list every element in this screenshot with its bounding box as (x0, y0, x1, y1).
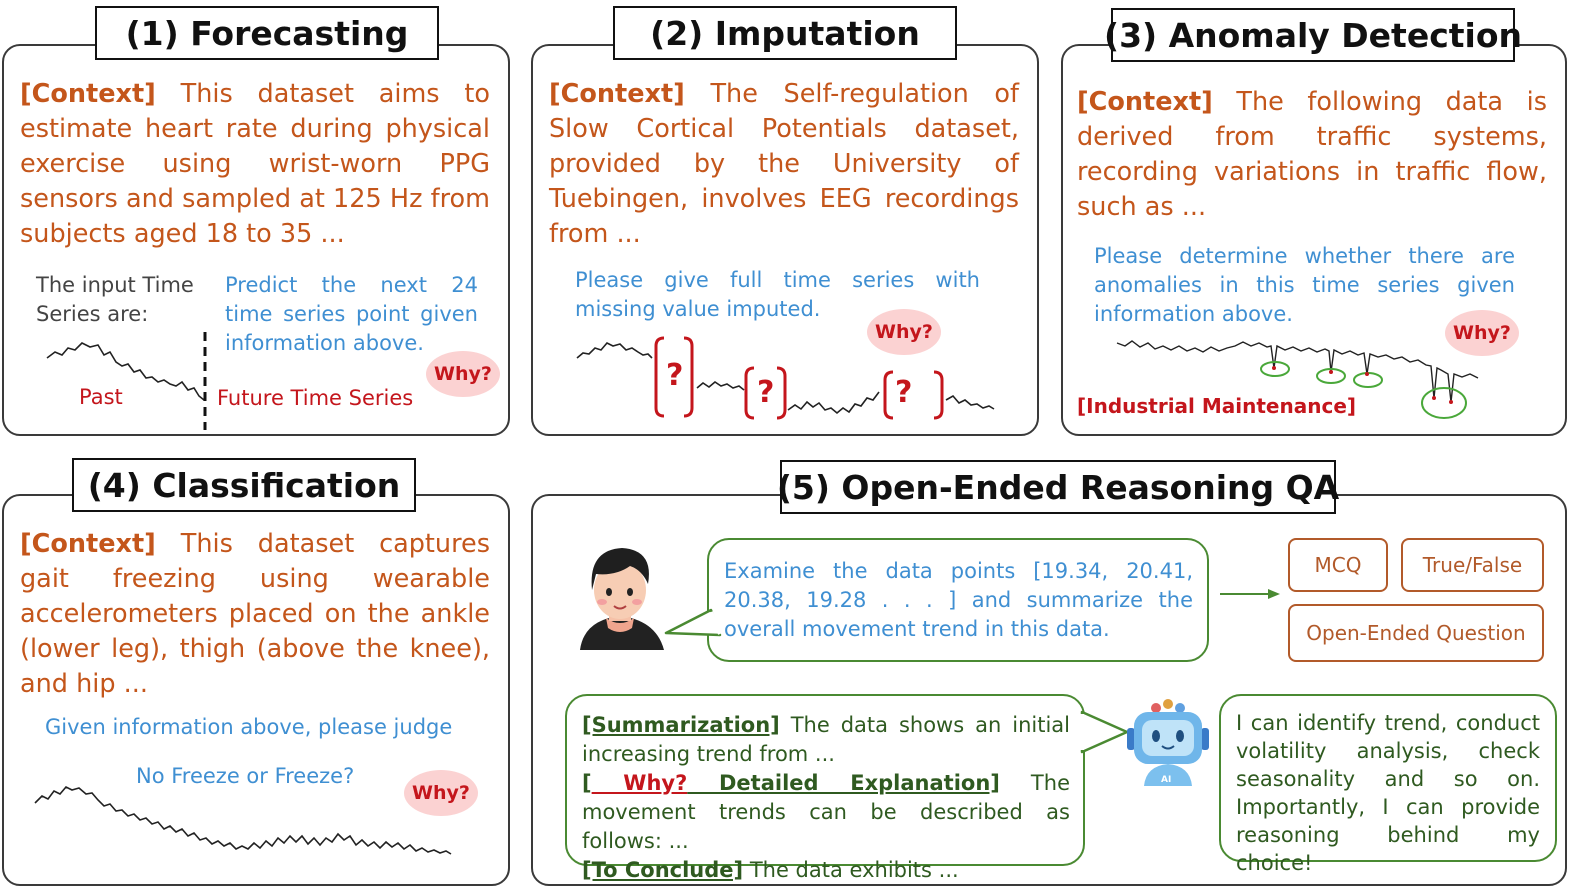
missing-mark: ? (666, 358, 684, 393)
context-text: This dataset captures gait freezing using wearable accelerometers placed on the ankle (lower leg), thigh (above the knee), and hip ... (20, 529, 490, 699)
context-tag: [Context] (1077, 87, 1213, 117)
forecasting-prompt: Predict the next 24 time series point given information above. (225, 273, 478, 355)
context-text: The Self-regulation of Slow Cortical Potentials dataset, provided by the University of Tuebingen, involves EEG recordings from ... (549, 79, 1019, 249)
classification-title: (4) Classification (72, 458, 416, 512)
forecasting-title: (1) Forecasting (95, 6, 439, 60)
context-text: The following data is derived from traffic systems, recording variations in traffic flow, such as ... (1077, 87, 1547, 222)
option-mcq: MCQ (1288, 538, 1388, 592)
anomaly-series-line (1117, 341, 1478, 402)
answer-bubble-tail (1082, 712, 1127, 752)
missing-bracket (656, 338, 942, 418)
anomaly-points (1272, 366, 1453, 404)
imputation-title: (2) Imputation (613, 6, 957, 60)
why-text: The movement trends can be described as follows: ... (582, 771, 1070, 853)
context-tag: [Context] (20, 529, 156, 559)
why-badge: Why? (1445, 310, 1519, 356)
conclude-tag: [To Conclude] (582, 858, 744, 882)
user-avatar (580, 548, 664, 650)
summarization-text: The data shows an initial increasing trend from ... (582, 713, 1070, 766)
robot-label: AI (1161, 775, 1172, 785)
future-label: Future Time Series (217, 386, 414, 410)
imputation-series-line (577, 343, 652, 358)
missing-mark: ? (757, 375, 775, 410)
why-tag-word: Why? (591, 771, 688, 795)
context-tag: [Context] (20, 79, 156, 109)
classification-prompt: Given information above, please judge (45, 715, 453, 739)
anomaly-title: (3) Anomaly Detection (1111, 8, 1515, 62)
anomaly-prompt: Please determine whether there are anomalies in this time series given information above. (1094, 244, 1515, 326)
capability-text: I can identify trend, conduct volatility analysis, check seasonality and so on. Importantly, I can provide reasoning behind my choice! (1236, 711, 1540, 875)
conclude-text: The data exhibits ... (743, 858, 959, 882)
imputation-prompt: Please give full time series with missing value imputed. (575, 268, 980, 321)
robot-icon (1127, 699, 1209, 786)
imputation-series-line (788, 392, 879, 413)
summarization-tag: [Summarization] (582, 713, 780, 737)
domain-label: [Industrial Maintenance] (1077, 394, 1357, 418)
context-tag: [Context] (549, 79, 685, 109)
classification-question: No Freeze or Freeze? (136, 764, 355, 788)
forecasting-input-label: The input Time Series are: (36, 273, 194, 326)
user-question: Examine the data points [19.34, 20.41, 20.38, 19.28 . . . ] and summarize the overall movement trend in this data. (724, 559, 1193, 641)
why-tag-open: [ (582, 771, 592, 795)
imputation-series-line (946, 396, 994, 409)
past-series-line (47, 343, 204, 400)
qa-title: (5) Open-Ended Reasoning QA (780, 460, 1336, 514)
why-badge: Why? (404, 770, 478, 816)
why-badge: Why? (867, 309, 941, 355)
context-text: This dataset aims to estimate heart rate during physical exercise using wrist-worn PPG sensors and sampled at 125 Hz from subjects aged 18 to 35 ... (20, 79, 490, 249)
missing-mark: ? (895, 375, 913, 410)
past-label: Past (79, 385, 123, 409)
anomaly-markers (1261, 362, 1466, 418)
option-open-ended: Open-Ended Question (1288, 604, 1544, 662)
why-badge: Why? (426, 351, 500, 397)
option-true-false: True/False (1401, 538, 1544, 592)
arrow-head (1268, 589, 1280, 599)
why-tag-rest: Detailed Explanation] (687, 771, 1000, 795)
imputation-series-line (697, 382, 744, 390)
classification-series-line (35, 787, 451, 854)
